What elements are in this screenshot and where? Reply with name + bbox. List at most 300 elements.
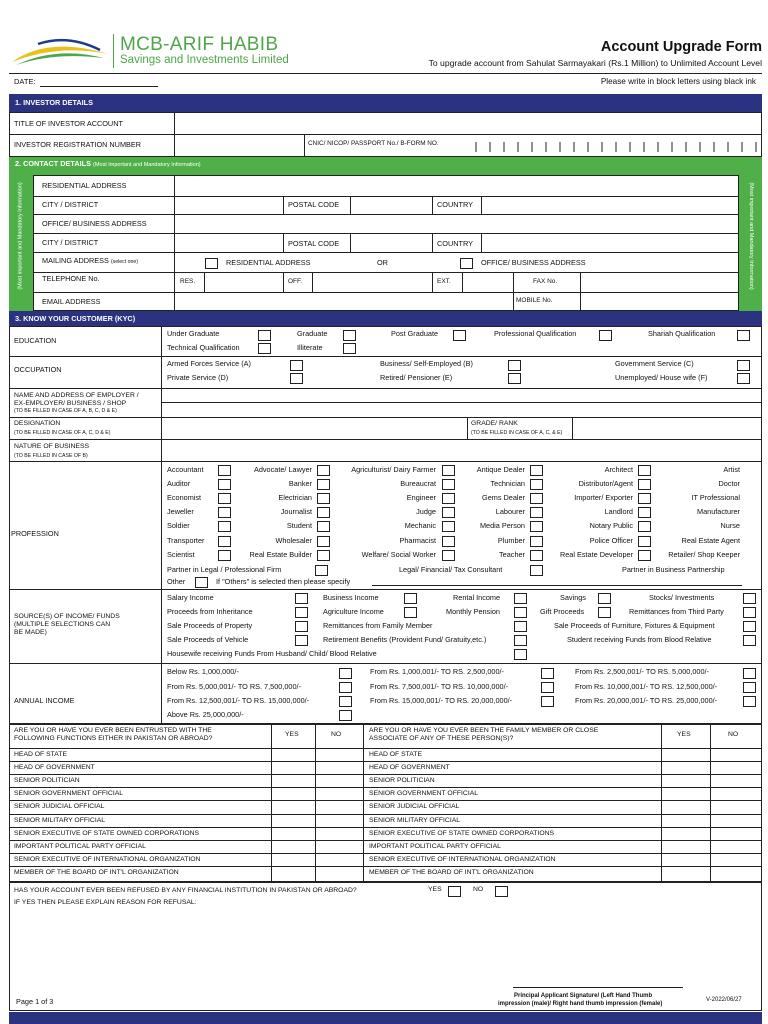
prof-option-checkbox[interactable] xyxy=(218,507,231,518)
src-housewife-checkbox[interactable] xyxy=(514,649,527,660)
occ-government-checkbox[interactable] xyxy=(737,360,750,371)
pep-right-row-label: SENIOR POLITICIAN xyxy=(369,777,435,785)
prof-option-checkbox[interactable] xyxy=(442,521,455,532)
pep-left-yes-cell[interactable] xyxy=(272,788,315,800)
pep-right-yes-header: YES xyxy=(677,731,691,738)
prof-option-checkbox[interactable] xyxy=(317,536,330,547)
mailing-residential-checkbox[interactable] xyxy=(205,258,218,269)
src-inheritance-label: Proceeds from Inheritance xyxy=(167,607,253,616)
pep-left-no-cell[interactable] xyxy=(316,788,363,800)
employer-label-1: NAME AND ADDRESS OF EMPLOYER / xyxy=(14,392,139,399)
annual-income-label: ANNUAL INCOME xyxy=(14,696,75,705)
src-retirement-label: Retirement Benefits (Provident Fund/ Gratuity,etc.) xyxy=(323,635,487,644)
instruction-text: Please write in block letters using black ink xyxy=(600,77,756,86)
prof-option-label: Wholesaler xyxy=(275,536,312,545)
education-label: EDUCATION xyxy=(14,336,57,345)
residential-country-label: COUNTRY xyxy=(437,200,473,209)
src-pension-checkbox[interactable] xyxy=(514,607,527,618)
fax-label: FAX No. xyxy=(533,278,558,285)
telephone-ext-label: EXT. xyxy=(437,278,451,285)
edu-shariah-checkbox[interactable] xyxy=(737,330,750,341)
prof-partner-business-label: Partner in Business Partnership xyxy=(622,565,725,574)
cnic-digit-ticks xyxy=(470,138,760,154)
pep-right-row-label: HEAD OF GOVERNMENT xyxy=(369,764,450,772)
pep-left-no-cell[interactable] xyxy=(316,867,363,879)
src-salary-checkbox[interactable] xyxy=(295,593,308,604)
email-label: EMAIL ADDRESS xyxy=(42,297,101,306)
prof-option-checkbox[interactable] xyxy=(442,536,455,547)
prof-option-checkbox[interactable] xyxy=(218,493,231,504)
prof-option-label: Notary Public xyxy=(589,521,633,530)
prof-option-label: Bureaucrat xyxy=(400,479,436,488)
edu-graduate-label: Graduate xyxy=(297,329,328,338)
prof-partner-legal-label: Partner in Legal / Professional Firm xyxy=(167,565,282,574)
telephone-off-label: OFF. xyxy=(288,278,303,285)
office-country-label: COUNTRY xyxy=(437,239,473,248)
src-agriculture-checkbox[interactable] xyxy=(404,607,417,618)
prof-option-checkbox[interactable] xyxy=(530,550,543,561)
pep-left-yes-cell[interactable] xyxy=(272,841,315,853)
cnic-input[interactable] xyxy=(470,138,760,154)
contact-heading-text: 2. CONTACT DETAILS xyxy=(15,159,91,168)
occ-government-label: Government Service (C) xyxy=(615,359,694,368)
edu-under-graduate-checkbox[interactable] xyxy=(258,330,271,341)
prof-option-label: Pharmacist xyxy=(399,536,436,545)
pep-right-yes-cell[interactable] xyxy=(662,854,710,866)
prof-option-checkbox[interactable] xyxy=(638,479,651,490)
edu-professional-label: Professional Qualification xyxy=(494,329,577,338)
refusal-explain-input[interactable] xyxy=(14,909,754,979)
prof-option-checkbox[interactable] xyxy=(530,536,543,547)
pep-left-yes-cell[interactable] xyxy=(272,867,315,879)
designation-label: DESIGNATION xyxy=(14,420,61,427)
prof-option-label: Judge xyxy=(416,507,436,516)
grade-input[interactable] xyxy=(574,418,761,438)
footer-bar xyxy=(9,1012,762,1024)
pep-left-yes-cell[interactable] xyxy=(272,854,315,866)
title-of-account-input[interactable] xyxy=(176,113,760,133)
logo-company-subtitle: Savings and Investments Limited xyxy=(120,54,289,66)
prof-option-label: Student xyxy=(286,521,312,530)
fax-input[interactable] xyxy=(582,273,738,291)
prof-option-checkbox[interactable] xyxy=(638,507,651,518)
pep-left-no-cell[interactable] xyxy=(316,841,363,853)
pep-left-yes-cell[interactable] xyxy=(272,801,315,813)
employer-input-1[interactable] xyxy=(163,389,761,401)
office-address-input[interactable] xyxy=(176,215,738,232)
prof-option-label: Jeweller xyxy=(167,507,194,516)
pep-right-yes-cell[interactable] xyxy=(662,749,710,761)
employer-input-2[interactable] xyxy=(163,403,761,416)
income-source-label-2: (MULTIPLE SELECTIONS CAN xyxy=(14,621,111,628)
prof-option-label: Antique Dealer xyxy=(476,465,525,474)
pep-right-question-2: ASSOCIATE OF ANY OF THESE PERSON(S)? xyxy=(369,735,514,742)
prof-option-label: Artist xyxy=(723,465,740,474)
pep-left-no-cell[interactable] xyxy=(316,854,363,866)
src-property-label: Sale Proceeds of Property xyxy=(167,621,253,630)
src-pension-label: Monthly Pension xyxy=(446,607,500,616)
src-family-checkbox[interactable] xyxy=(514,621,527,632)
prof-option-checkbox[interactable] xyxy=(638,536,651,547)
src-gift-label: Gift Proceeds xyxy=(540,607,585,616)
pep-left-no-cell[interactable] xyxy=(316,828,363,840)
prof-option-checkbox[interactable] xyxy=(317,479,330,490)
signature-line[interactable] xyxy=(513,987,683,988)
pep-left-row-label: HEAD OF GOVERNMENT xyxy=(14,764,95,772)
pep-right-no-cell[interactable] xyxy=(711,788,761,800)
src-gift-checkbox[interactable] xyxy=(598,607,611,618)
pep-right-yes-cell[interactable] xyxy=(662,801,710,813)
form-subtitle: To upgrade account from Sahulat Sarmayakari (Rs.1 Million) to Unlimited Account Level xyxy=(428,58,762,68)
pep-right-row-label: HEAD OF STATE xyxy=(369,751,422,758)
inc-below-1m-checkbox[interactable] xyxy=(339,668,352,679)
office-city-input[interactable] xyxy=(176,234,282,251)
occ-retired-checkbox[interactable] xyxy=(508,373,521,384)
prof-option-label: Agriculturist/ Dairy Farmer xyxy=(351,465,436,474)
pep-left-row-label: SENIOR EXECUTIVE OF INTERNATIONAL ORGANIZATION xyxy=(14,855,201,863)
pep-row-divider xyxy=(9,761,762,762)
contact-heading-note: (Most Important and Mandatory Information) xyxy=(92,162,201,168)
src-property-checkbox[interactable] xyxy=(295,621,308,632)
prof-option-label: Engineer xyxy=(406,493,436,502)
edu-professional-checkbox[interactable] xyxy=(599,330,612,341)
pep-right-no-cell[interactable] xyxy=(711,762,761,774)
prof-option-label: Auditor xyxy=(167,479,191,488)
src-student-checkbox[interactable] xyxy=(743,635,756,646)
prof-option-label: Nurse xyxy=(720,521,740,530)
pep-row-divider xyxy=(9,748,762,749)
edu-technical-label: Technical Qualification xyxy=(167,343,240,352)
occ-armed-label: Armed Forces Service (A) xyxy=(167,359,251,368)
pep-left-row-label: SENIOR JUDICIAL OFFICIAL xyxy=(14,803,105,811)
telephone-ext-input[interactable] xyxy=(464,273,512,291)
pep-row-divider xyxy=(9,827,762,828)
pep-left-no-cell[interactable] xyxy=(316,801,363,813)
residential-address-label: RESIDENTIAL ADDRESS xyxy=(42,181,127,190)
occupation-label: OCCUPATION xyxy=(14,365,62,374)
title-of-account-label: TITLE OF INVESTOR ACCOUNT xyxy=(14,119,123,128)
form-version: V-2022/06/27 xyxy=(706,997,742,1003)
pep-right-yes-cell[interactable] xyxy=(662,867,710,879)
prof-option-label: Manufacturer xyxy=(697,507,740,516)
pep-right-row-label: SENIOR EXECUTIVE OF STATE OWNED CORPORATIONS xyxy=(369,829,555,837)
occ-private-checkbox[interactable] xyxy=(290,373,303,384)
prof-partner-legal-checkbox[interactable] xyxy=(315,565,328,576)
telephone-res-input[interactable] xyxy=(206,273,282,291)
residential-postal-input[interactable] xyxy=(352,197,431,213)
inc-20m-25m-label: From Rs. 20,000,001/- TO RS. 25,000,000/- xyxy=(575,696,718,705)
prof-option-checkbox[interactable] xyxy=(218,550,231,561)
pep-left-no-cell[interactable] xyxy=(316,749,363,761)
inc-2.5m-5m-label: From Rs. 2,500,001/- TO RS. 5,000,000/- xyxy=(575,667,709,676)
edu-post-graduate-label: Post Graduate xyxy=(391,329,439,338)
inc-20m-25m-checkbox[interactable] xyxy=(743,696,756,707)
prof-option-checkbox[interactable] xyxy=(317,507,330,518)
office-postal-input[interactable] xyxy=(352,234,431,251)
pep-right-question-1: ARE YOU OR HAVE YOU EVER BEEN THE FAMILY MEMBER OR CLOSE xyxy=(369,727,599,734)
income-source-label-3: BE MADE) xyxy=(14,629,47,636)
mobile-label: MOBILE No. xyxy=(516,297,553,304)
registration-number-label: INVESTOR REGISTRATION NUMBER xyxy=(14,140,142,149)
inc-above-25m-checkbox[interactable] xyxy=(339,710,352,721)
src-third-party-checkbox[interactable] xyxy=(743,607,756,618)
inc-7.5m-10m-checkbox[interactable] xyxy=(541,682,554,693)
prof-other-checkbox[interactable] xyxy=(195,577,208,588)
mailing-or-label: OR xyxy=(377,258,388,267)
occ-unemployed-checkbox[interactable] xyxy=(737,373,750,384)
mailing-address-label xyxy=(42,257,138,265)
registration-number-input[interactable] xyxy=(176,135,303,156)
header-rule xyxy=(9,73,762,74)
pep-right-yes-cell[interactable] xyxy=(662,815,710,827)
page-number: Page 1 of 3 xyxy=(16,997,54,1006)
occ-private-label: Private Service (D) xyxy=(167,373,229,382)
inc-15m-20m-label: From Rs. 15,000,001/- TO RS. 20,000,000/- xyxy=(370,696,513,705)
pep-left-yes-cell[interactable] xyxy=(272,762,315,774)
inc-10m-12.5m-label: From Rs. 10,000,001/- TO RS. 12,500,000/- xyxy=(575,682,718,691)
email-input[interactable] xyxy=(176,293,512,310)
prof-option-checkbox[interactable] xyxy=(317,493,330,504)
occ-business-label: Business/ Self-Employed (B) xyxy=(380,359,473,368)
inc-5m-7.5m-checkbox[interactable] xyxy=(339,682,352,693)
prof-option-label: Accountant xyxy=(167,465,204,474)
pep-right-no-cell[interactable] xyxy=(711,828,761,840)
inc-12.5m-15m-checkbox[interactable] xyxy=(339,696,352,707)
cnic-label: CNIC/ NICOP/ PASSPORT No./ B-FORM NO. xyxy=(308,140,439,147)
contact-side-note-left: (Most important and Mandatory Information) xyxy=(17,182,24,290)
pep-right-yes-cell[interactable] xyxy=(662,775,710,787)
edu-graduate-checkbox[interactable] xyxy=(343,330,356,341)
pep-right-row-label: SENIOR JUDICIAL OFFICIAL xyxy=(369,803,460,811)
inc-above-25m-label: Above Rs. 25,000,000/- xyxy=(167,710,244,719)
inc-10m-12.5m-checkbox[interactable] xyxy=(743,682,756,693)
prof-option-checkbox[interactable] xyxy=(638,521,651,532)
src-family-label: Remittances from Family Member xyxy=(323,621,433,630)
src-vehicle-label: Sale Proceeds of Vehicle xyxy=(167,635,249,644)
office-country-input[interactable] xyxy=(483,234,738,251)
residential-city-label: CITY / DISTRICT xyxy=(42,200,99,209)
mailing-label-text: MAILING ADDRESS xyxy=(42,256,109,265)
pep-right-no-header: NO xyxy=(728,731,739,738)
prof-option-checkbox[interactable] xyxy=(442,479,455,490)
prof-legal-consultant-checkbox[interactable] xyxy=(530,565,543,576)
pep-row-divider xyxy=(9,787,762,788)
pep-left-yes-cell[interactable] xyxy=(272,775,315,787)
logo-divider xyxy=(113,34,114,68)
residential-address-input[interactable] xyxy=(176,176,738,195)
prof-option-label: Technician xyxy=(490,479,525,488)
src-furniture-checkbox[interactable] xyxy=(743,621,756,632)
edu-shariah-label: Shariah Qualification xyxy=(648,329,716,338)
src-third-party-label: Remittances from Third Party xyxy=(629,607,724,616)
prof-option-label: Transporter xyxy=(167,536,205,545)
prof-option-checkbox[interactable] xyxy=(317,521,330,532)
prof-option-label: Gems Dealer xyxy=(482,493,525,502)
prof-option-checkbox[interactable] xyxy=(317,465,330,476)
prof-option-label: Mechanic xyxy=(404,521,436,530)
pep-right-no-cell[interactable] xyxy=(711,867,761,879)
inc-15m-20m-checkbox[interactable] xyxy=(541,696,554,707)
income-source-label-1: SOURCE(S) OF INCOME/ FUNDS xyxy=(14,613,120,620)
nature-label: NATURE OF BUSINESS xyxy=(14,443,90,450)
pep-right-no-cell[interactable] xyxy=(711,841,761,853)
pep-left-yes-cell[interactable] xyxy=(272,815,315,827)
pep-left-no-cell[interactable] xyxy=(316,762,363,774)
prof-option-label: Electrician xyxy=(278,493,312,502)
pep-left-yes-cell[interactable] xyxy=(272,749,315,761)
prof-option-checkbox[interactable] xyxy=(442,507,455,518)
date-label: DATE: xyxy=(14,77,36,86)
src-stocks-label: Stocks/ Investments xyxy=(649,593,715,602)
profession-label: PROFESSION xyxy=(11,529,59,538)
prof-legal-consultant-label: Legal/ Financial/ Tax Consultant xyxy=(399,565,503,574)
mailing-office-checkbox[interactable] xyxy=(460,258,473,269)
prof-option-label: Economist xyxy=(167,493,202,502)
pep-left-no-cell[interactable] xyxy=(316,815,363,827)
pep-left-row-label: SENIOR POLITICIAN xyxy=(14,777,80,785)
pep-right-row-label: SENIOR GOVERNMENT OFFICIAL xyxy=(369,790,479,798)
pep-right-row-label: SENIOR MILITARY OFFICIAL xyxy=(369,816,461,824)
inc-12.5m-15m-label: From Rs. 12,500,001/- TO RS. 15,000,000/- xyxy=(167,696,310,705)
edu-illiterate-checkbox[interactable] xyxy=(343,343,356,354)
pep-right-no-cell[interactable] xyxy=(711,815,761,827)
src-student-label: Student receiving Funds from Blood Relative xyxy=(567,635,712,644)
prof-option-label: Police Officer xyxy=(589,536,633,545)
prof-other-input[interactable] xyxy=(372,585,742,586)
src-agriculture-label: Agriculture Income xyxy=(323,607,384,616)
company-logo xyxy=(8,32,112,74)
prof-option-checkbox[interactable] xyxy=(638,493,651,504)
prof-option-checkbox[interactable] xyxy=(442,493,455,504)
prof-option-checkbox[interactable] xyxy=(218,521,231,532)
prof-option-checkbox[interactable] xyxy=(317,550,330,561)
prof-option-checkbox[interactable] xyxy=(218,479,231,490)
pep-left-no-cell[interactable] xyxy=(316,775,363,787)
prof-option-label: Distributor/Agent xyxy=(578,479,633,488)
prof-option-label: Labourer xyxy=(495,507,525,516)
occ-armed-checkbox[interactable] xyxy=(290,360,303,371)
residential-postal-label: POSTAL CODE xyxy=(288,200,340,209)
pep-row-divider xyxy=(9,866,762,867)
src-stocks-checkbox[interactable] xyxy=(743,593,756,604)
pep-right-row-label: IMPORTANT POLITICAL PARTY OFFICIAL xyxy=(369,842,501,850)
occ-business-checkbox[interactable] xyxy=(508,360,521,371)
src-business-checkbox[interactable] xyxy=(404,593,417,604)
telephone-off-input[interactable] xyxy=(314,273,431,291)
pep-left-yes-cell[interactable] xyxy=(272,828,315,840)
pep-right-row-label: SENIOR EXECUTIVE OF INTERNATIONAL ORGANIZATION xyxy=(369,855,556,863)
inc-2.5m-5m-checkbox[interactable] xyxy=(743,668,756,679)
inc-5m-7.5m-label: From Rs. 5,000,001/- TO RS. 7,500,000/- xyxy=(167,682,301,691)
prof-option-label: Architect xyxy=(604,465,633,474)
grade-note: (TO BE FILLED IN CASE OF A, C, & E) xyxy=(471,430,563,436)
date-field[interactable] xyxy=(40,86,158,87)
src-savings-checkbox[interactable] xyxy=(598,593,611,604)
src-inheritance-checkbox[interactable] xyxy=(295,607,308,618)
occ-unemployed-label: Unemployed/ House wife (F) xyxy=(615,373,708,382)
residential-country-input[interactable] xyxy=(483,197,738,213)
pep-right-yes-cell[interactable] xyxy=(662,841,710,853)
prof-option-label: Banker xyxy=(288,479,312,488)
prof-option-label: Welfare/ Social Worker xyxy=(361,550,436,559)
prof-option-checkbox[interactable] xyxy=(638,465,651,476)
nature-note: (TO BE FILLED IN CASE OF B) xyxy=(14,453,88,459)
edu-illiterate-label: Illiterate xyxy=(297,343,323,352)
pep-left-question-1: ARE YOU OR HAVE YOU EVER BEEN ENTRUSTED WITH THE xyxy=(14,727,212,734)
inc-1m-2.5m-checkbox[interactable] xyxy=(541,668,554,679)
logo-swoosh-icon xyxy=(8,32,112,74)
edu-technical-checkbox[interactable] xyxy=(258,343,271,354)
edu-under-graduate-label: Under Graduate xyxy=(167,329,220,338)
prof-option-checkbox[interactable] xyxy=(530,465,543,476)
logo-company-name: MCB-ARIF HABIB xyxy=(120,34,279,55)
prof-option-label: Real Estate Agent xyxy=(681,536,740,545)
pep-right-no-cell[interactable] xyxy=(711,749,761,761)
pep-right-yes-cell[interactable] xyxy=(662,762,710,774)
inc-below-1m-label: Below Rs. 1,000,000/- xyxy=(167,667,239,676)
prof-option-checkbox[interactable] xyxy=(638,550,651,561)
employer-label-2: EX-EMPLOYER/ BUSINESS / SHOP xyxy=(14,400,127,407)
edu-post-graduate-checkbox[interactable] xyxy=(453,330,466,341)
prof-option-checkbox[interactable] xyxy=(530,479,543,490)
prof-option-checkbox[interactable] xyxy=(530,521,543,532)
refusal-no-label: NO xyxy=(473,886,484,893)
prof-option-checkbox[interactable] xyxy=(530,493,543,504)
prof-option-label: Media Person xyxy=(479,521,525,530)
pep-right-no-cell[interactable] xyxy=(711,775,761,787)
src-housewife-label: Housewife receiving Funds From Husband/ Child/ Blood Relative xyxy=(167,649,377,658)
signature-caption-2: impression (male)/ Right hand thumb impression (female) xyxy=(498,1001,663,1007)
src-retirement-checkbox[interactable] xyxy=(514,635,527,646)
refusal-yes-checkbox[interactable] xyxy=(448,886,461,897)
form-title: Account Upgrade Form xyxy=(600,39,762,55)
prof-option-checkbox[interactable] xyxy=(530,507,543,518)
src-salary-label: Salary Income xyxy=(167,593,214,602)
src-rental-checkbox[interactable] xyxy=(514,593,527,604)
prof-option-label: Importer/ Exporter xyxy=(574,493,633,502)
src-vehicle-checkbox[interactable] xyxy=(295,635,308,646)
residential-city-input[interactable] xyxy=(176,197,282,213)
prof-option-label: Scientist xyxy=(167,550,195,559)
pep-right-no-cell[interactable] xyxy=(711,854,761,866)
mailing-residential-label: RESIDENTIAL ADDRESS xyxy=(226,258,311,267)
pep-row-divider xyxy=(9,840,762,841)
pep-right-no-cell[interactable] xyxy=(711,801,761,813)
pep-right-row-label: MEMBER OF THE BOARD OF INT'L ORGANIZATION xyxy=(369,868,534,876)
mailing-label-note: (select one) xyxy=(110,259,139,265)
prof-option-label: Doctor xyxy=(718,479,740,488)
nature-input[interactable] xyxy=(163,440,761,461)
refusal-no-checkbox[interactable] xyxy=(495,886,508,897)
prof-option-checkbox[interactable] xyxy=(218,536,231,547)
pep-left-row-label: SENIOR GOVERNMENT OFFICIAL xyxy=(14,790,124,798)
pep-row-divider xyxy=(9,853,762,854)
grade-label: GRADE/ RANK xyxy=(471,420,518,427)
prof-option-checkbox[interactable] xyxy=(218,465,231,476)
refusal-question: HAS YOUR ACCOUNT EVER BEEN REFUSED BY ANY FINANCIAL INSTITUTION IN PAKISTAN OR ABROAD? xyxy=(14,887,357,894)
pep-right-yes-cell[interactable] xyxy=(662,788,710,800)
pep-right-yes-cell[interactable] xyxy=(662,828,710,840)
src-savings-label: Savings xyxy=(560,593,586,602)
src-furniture-label: Sale Proceeds of Furniture, Fixtures & Equipment xyxy=(554,621,715,630)
pep-left-question-2: FOLLOWING FUNCTIONS EITHER IN PAKISTAN OR ABROAD? xyxy=(14,735,213,742)
mobile-input[interactable] xyxy=(582,293,738,310)
prof-option-checkbox[interactable] xyxy=(442,465,455,476)
designation-input[interactable] xyxy=(163,418,465,438)
prof-option-checkbox[interactable] xyxy=(442,550,455,561)
inc-1m-2.5m-label: From Rs. 1,000,001/- TO RS. 2,500,000/- xyxy=(370,667,504,676)
office-address-label: OFFICE/ BUSINESS ADDRESS xyxy=(42,219,147,228)
